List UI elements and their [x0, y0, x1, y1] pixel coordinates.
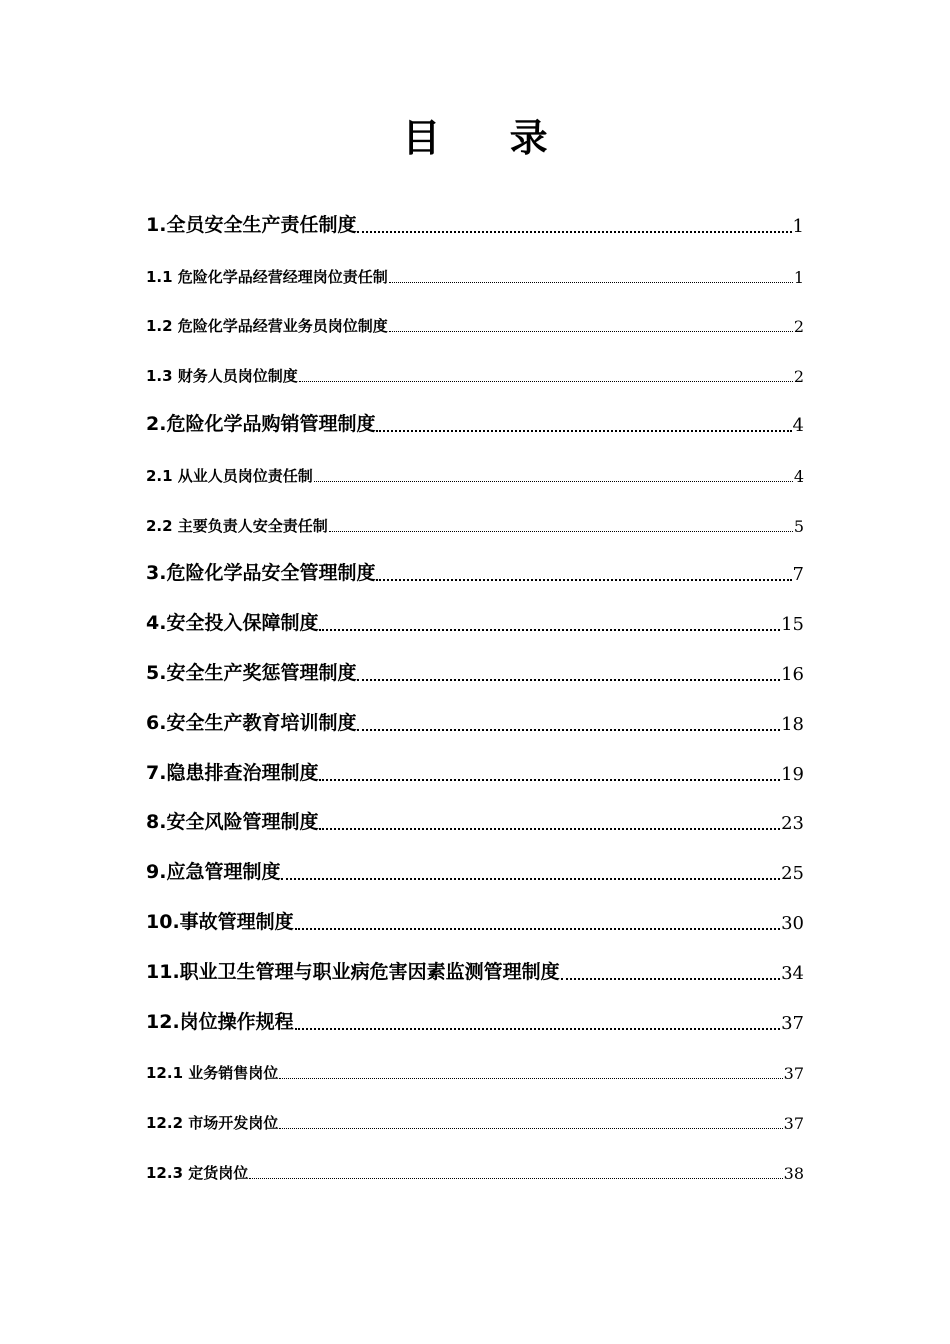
toc-entry[interactable]: [146, 1045, 804, 1095]
toc-dot-leader: [376, 575, 791, 581]
toc-entry[interactable]: [146, 347, 804, 397]
toc-entry-page-number: 30: [781, 912, 804, 934]
toc-entry[interactable]: [146, 646, 804, 696]
toc-dot-leader: [561, 974, 780, 980]
toc-dot-leader: [281, 874, 780, 880]
toc-entry-title: 11.职业卫生管理与职业病危害因素监测管理制度: [146, 960, 560, 983]
toc-entry[interactable]: [146, 447, 804, 497]
toc-dot-leader: [295, 924, 780, 930]
toc-dot-leader: [389, 278, 793, 283]
toc-dot-leader: [329, 527, 793, 532]
toc-entry-title: 1.3 财务人员岗位制度: [146, 367, 298, 386]
toc-entry[interactable]: [146, 248, 804, 298]
toc-entry-page-number: 18: [781, 713, 804, 735]
toc-dot-leader: [389, 327, 793, 332]
toc-entry[interactable]: [146, 895, 804, 945]
toc-entry[interactable]: [146, 198, 804, 248]
toc-entry-page-number: 4: [793, 466, 804, 486]
toc-dot-leader: [319, 775, 780, 781]
toc-entry-page-number: 34: [781, 962, 804, 984]
toc-dot-leader: [249, 1174, 782, 1179]
toc-entry[interactable]: [146, 796, 804, 846]
toc-entry-title: 12.岗位操作规程: [146, 1010, 294, 1033]
toc-entry-page-number: 5: [793, 516, 804, 536]
toc-entry-title: 2.危险化学品购销管理制度: [146, 412, 376, 435]
toc-entry-title: 1.1 危险化学品经营经理岗位责任制: [146, 267, 388, 286]
toc-entry-title: 6.安全生产教育培训制度: [146, 711, 357, 734]
toc-entry-title: 3.危险化学品安全管理制度: [146, 562, 376, 585]
toc-entry-title: 9.应急管理制度: [146, 861, 281, 884]
toc-entry[interactable]: [146, 995, 804, 1045]
toc-entry[interactable]: [146, 746, 804, 796]
toc-entry-title: 10.事故管理制度: [146, 910, 294, 933]
toc-entry[interactable]: [146, 547, 804, 597]
toc-entry-page-number: 1: [793, 267, 804, 287]
toc-entry-page-number: 15: [781, 614, 804, 636]
toc-entry-page-number: 38: [783, 1163, 804, 1183]
toc-entry-title: 7.隐患排查治理制度: [146, 761, 319, 784]
toc-dot-leader: [357, 675, 780, 681]
toc-dot-leader: [279, 1124, 782, 1129]
toc-entry-title: 1.全员安全生产责任制度: [146, 213, 357, 236]
toc-entry-title: 2.1 从业人员岗位责任制: [146, 466, 313, 485]
toc-entry[interactable]: [146, 1144, 804, 1194]
toc-entry[interactable]: [146, 497, 804, 547]
toc-dot-leader: [295, 1024, 780, 1030]
toc-entry-page-number: 23: [781, 813, 804, 835]
toc-entry-page-number: 19: [781, 763, 804, 785]
toc-entry-title: 4.安全投入保障制度: [146, 612, 319, 635]
toc-entry-page-number: 2: [793, 317, 804, 337]
toc-entry-page-number: 2: [793, 367, 804, 387]
toc-entry-page-number: 37: [783, 1114, 804, 1134]
toc-dot-leader: [376, 426, 791, 432]
toc-entry-title: 12.3 定货岗位: [146, 1163, 249, 1182]
toc-entry-page-number: 37: [781, 1012, 804, 1034]
toc-entry[interactable]: [146, 298, 804, 348]
toc-entry-title: 12.2 市场开发岗位: [146, 1114, 279, 1133]
toc-entry-page-number: 16: [781, 663, 804, 685]
toc-entry-title: 2.2 主要负责人安全责任制: [146, 516, 328, 535]
toc-entry-page-number: 37: [783, 1064, 804, 1084]
toc-entry-page-number: 25: [781, 863, 804, 885]
toc-dot-leader: [314, 477, 793, 482]
toc-dot-leader: [357, 725, 780, 731]
toc-entry[interactable]: [146, 596, 804, 646]
toc-entry-page-number: 1: [792, 215, 804, 237]
toc-entry-title: 12.1 业务销售岗位: [146, 1064, 279, 1083]
toc-dot-leader: [299, 377, 793, 382]
toc-entry-title: 8.安全风险管理制度: [146, 811, 319, 834]
toc-entry-page-number: 4: [792, 414, 804, 436]
toc-entry[interactable]: [146, 945, 804, 995]
toc-entry-title: 1.2 危险化学品经营业务员岗位制度: [146, 317, 388, 336]
toc-entry-page-number: 7: [792, 564, 804, 586]
toc-dot-leader: [319, 824, 780, 830]
toc-dot-leader: [357, 227, 791, 233]
toc-entry[interactable]: [146, 1094, 804, 1144]
toc-dot-leader: [279, 1074, 782, 1079]
toc-entry[interactable]: [146, 696, 804, 746]
toc-list: [146, 198, 804, 1194]
toc-dot-leader: [319, 625, 780, 631]
toc-entry[interactable]: [146, 397, 804, 447]
toc-title: 目 录: [402, 116, 576, 160]
toc-entry[interactable]: [146, 845, 804, 895]
toc-entry-title: 5.安全生产奖惩管理制度: [146, 661, 357, 684]
